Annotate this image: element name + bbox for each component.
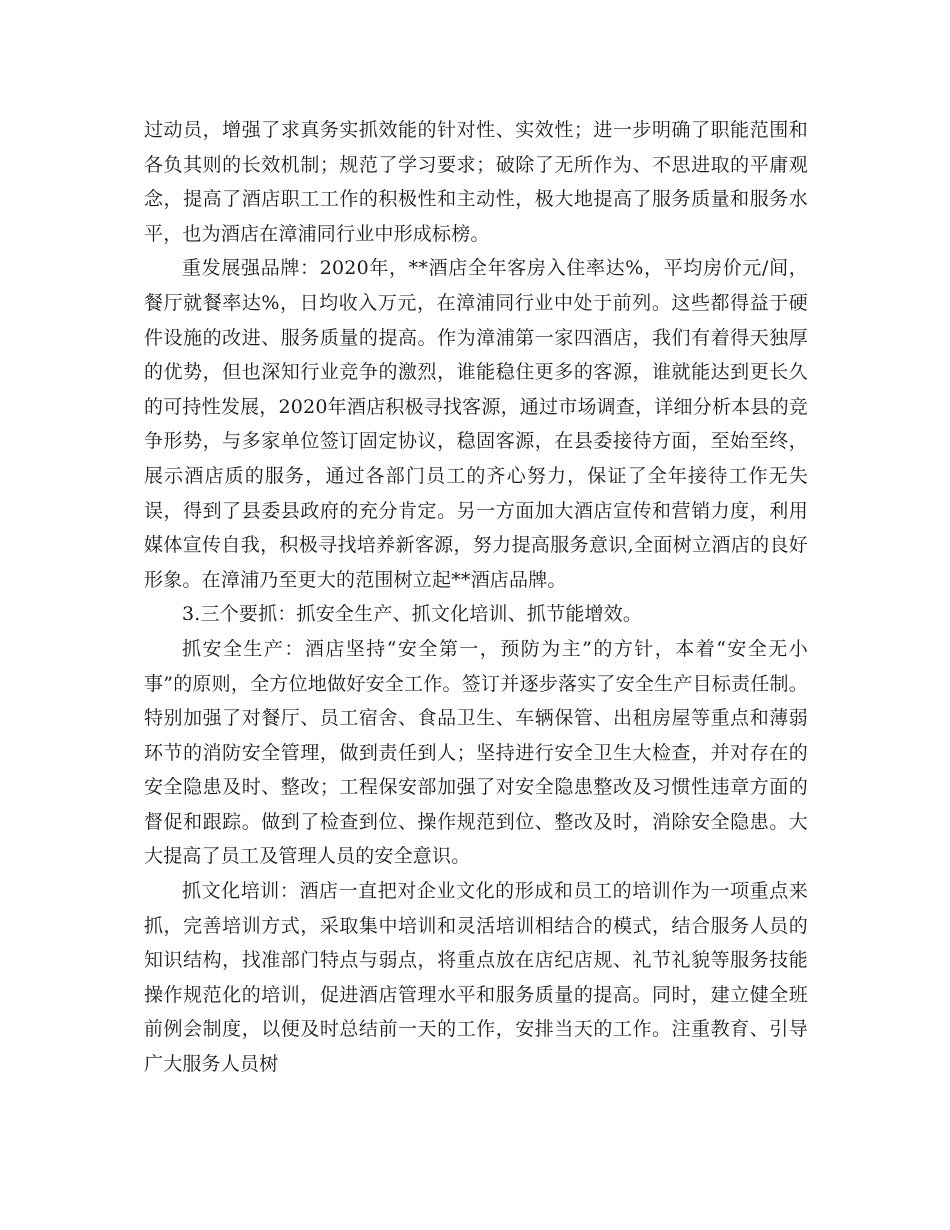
document-body [144,113,808,1082]
paragraph-brand-development: 重发展强品牌：2020年，**酒店全年客房入住率达%，平均房价元/间，餐厅就餐率达%，日均收入万元，在漳浦同行业中处于前列。这些都得益于硬件设施的改进、服务质量的提高。作为漳浦第一家四酒店，我们有着得天独厚的优势，但也深知行业竞争的激烈，谁能稳住更多的客源，谁就能达到更长久的可持性发展，2020年酒店积极寻找客源，通过市场调查，详细分析本县的竞争形势，与多家单位签订固定协议，稳固客源，在县委接待方面，至始至终，展示酒店质的服务，通过各部门员工的齐心努力，保证了全年接待工作无失误，得到了县委县政府的充分肯定。另一方面加大酒店宣传和营销力度，利用媒体宣传自我，积极寻找培养新客源，努力提高服务意识,全面树立酒店的良好形象。在漳浦乃至更大的范围树立起**酒店品牌。 [144,257,808,591]
paragraph-safety-production: 抓安全生产：酒店坚持“安全第一，预防为主”的方针，本着“安全无小事”的原则，全方位地做好安全工作。签订并逐步落实了安全生产目标责任制。特别加强了对餐厅、员工宿舍、食品卫生、车辆保管、出租房屋等重点和薄弱环节的消防安全管理，做到责任到人；坚持进行安全卫生大检查，并对存在的安全隐患及时、整改；工程保安部加强了对安全隐患整改及习惯性违章方面的督促和跟踪。做到了检查到位、操作规范到位、整改及时，消除安全隐患。大大提高了员工及管理人员的安全意识。 [144,637,808,868]
paragraph-culture-training: 抓文化培训：酒店一直把对企业文化的形成和员工的培训作为一项重点来抓，完善培训方式，采取集中培训和灵活培训相结合的模式，结合服务人员的知识结构，找准部门特点与弱点，将重点放在店纪店规、礼节礼貌等服务技能操作规范化的培训，促进酒店管理水平和服务质量的提高。同时，建立健全班前例会制度，以便及时总结前一天的工作，安排当天的工作。注重教育、引导广大服务人员树 [144,880,808,1076]
paragraph-continuation: 过动员，增强了求真务实抓效能的针对性、实效性；进一步明确了职能范围和各负其则的长效机制；规范了学习要求；破除了无所作为、不思进取的平庸观念，提高了酒店职工工作的积极性和主动性，极大地提高了服务质量和服务水平，也为酒店在漳浦同行业中形成标榜。 [144,119,808,245]
paragraph-three-priorities-heading: 3.三个要抓：抓安全生产、抓文化培训、抓节能增效。 [182,603,643,626]
